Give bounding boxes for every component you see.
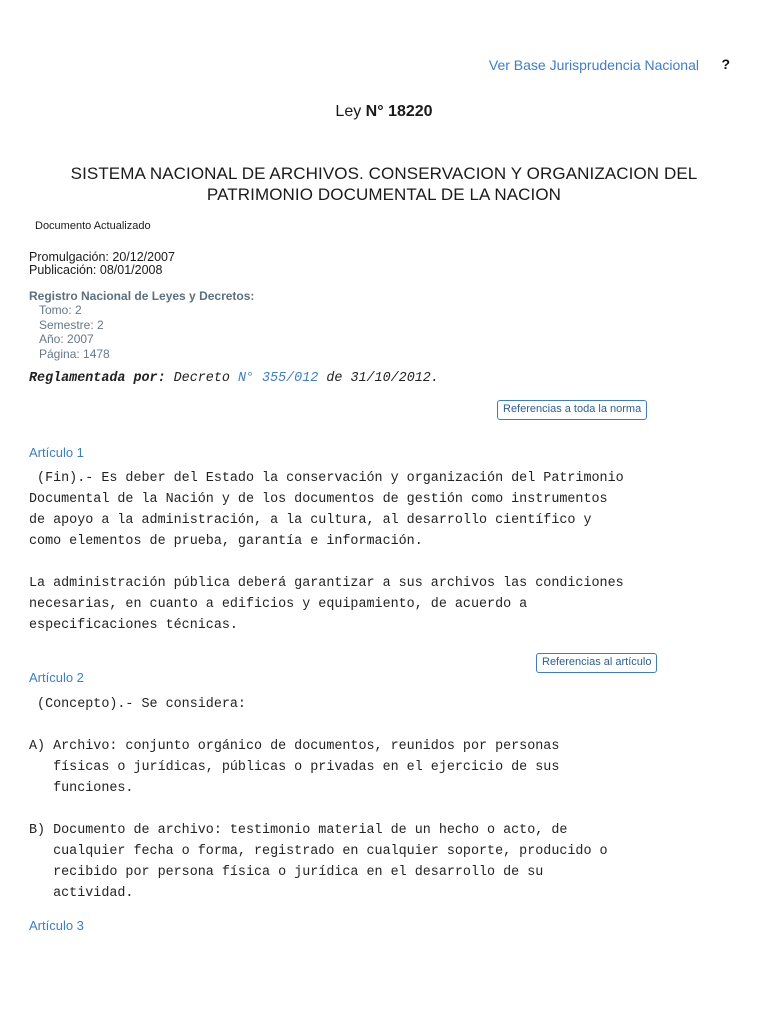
- decreto-date: de 31/10/2012.: [318, 371, 439, 386]
- law-title-line-1: SISTEMA NACIONAL DE ARCHIVOS. CONSERVACION Y ORGANIZACION DEL: [70, 164, 698, 183]
- reglamentada-label: Reglamentada por:: [29, 371, 166, 386]
- registro-anio: Año: 2007: [39, 332, 94, 346]
- registro-pagina: Página: 1478: [39, 346, 110, 361]
- law-title-line-2: PATRIMONIO DOCUMENTAL DE LA NACION: [206, 185, 562, 204]
- publicacion-date: Publicación: 08/01/2008: [29, 263, 163, 277]
- ver-base-jurisprudencia-link[interactable]: Ver Base Jurisprudencia Nacional: [488, 57, 699, 73]
- registro-tomo: Tomo: 2: [39, 303, 82, 317]
- reglamentada-line: [29, 371, 439, 386]
- registro-semestre: Semestre: 2: [39, 317, 104, 332]
- article-1-link[interactable]: Artículo 1: [29, 445, 84, 460]
- article-2-text: (Concepto).- Se considera: A) Archivo: conjunto orgánico de documentos, reunidos por personas físicas o jurídicas, públicas o privadas en el ejercicio de sus funciones. B) Documento de archivo: testimonio material de un hecho o acto, de cualquier fecha o forma, registrado en cualquier soporte, producido o recibido por persona física o jurídica en el desarrollo de su actividad.: [29, 697, 608, 901]
- decreto-text: Decreto: [165, 371, 238, 386]
- law-number: N° 18220: [365, 103, 433, 120]
- article-1-text: (Fin).- Es deber del Estado la conservación y organización del Patrimonio Documental de la Nación y de los documentos de gestión como instrumentos de apoyo a la administración, a la cultura, al desarrollo científico y como elementos de prueba, garantía e información. La administración pública deberá garantizar a sus archivos las condiciones necesarias, en cuanto a edificios y equipamiento, de acuerdo a especificaciones técnicas.: [29, 471, 624, 633]
- article-2-link[interactable]: Artículo 2: [29, 670, 84, 685]
- decreto-number-link[interactable]: N° 355/012: [237, 371, 319, 386]
- document-status: Documento Actualizado: [35, 220, 151, 232]
- promulgacion-date: Promulgación: 20/12/2007: [29, 250, 175, 264]
- registro-heading: Registro Nacional de Leyes y Decretos:: [29, 289, 255, 303]
- referencias-articulo-button[interactable]: Referencias al artículo: [536, 653, 657, 673]
- law-prefix: Ley: [335, 103, 362, 120]
- help-icon[interactable]: ?: [721, 56, 730, 72]
- registro-nacional: [29, 289, 254, 361]
- dates-block: [29, 251, 175, 277]
- law-heading: [0, 103, 768, 121]
- law-title: [30, 163, 738, 205]
- referencias-norma-button[interactable]: Referencias a toda la norma: [497, 400, 647, 420]
- article-3-link[interactable]: Artículo 3: [29, 918, 84, 933]
